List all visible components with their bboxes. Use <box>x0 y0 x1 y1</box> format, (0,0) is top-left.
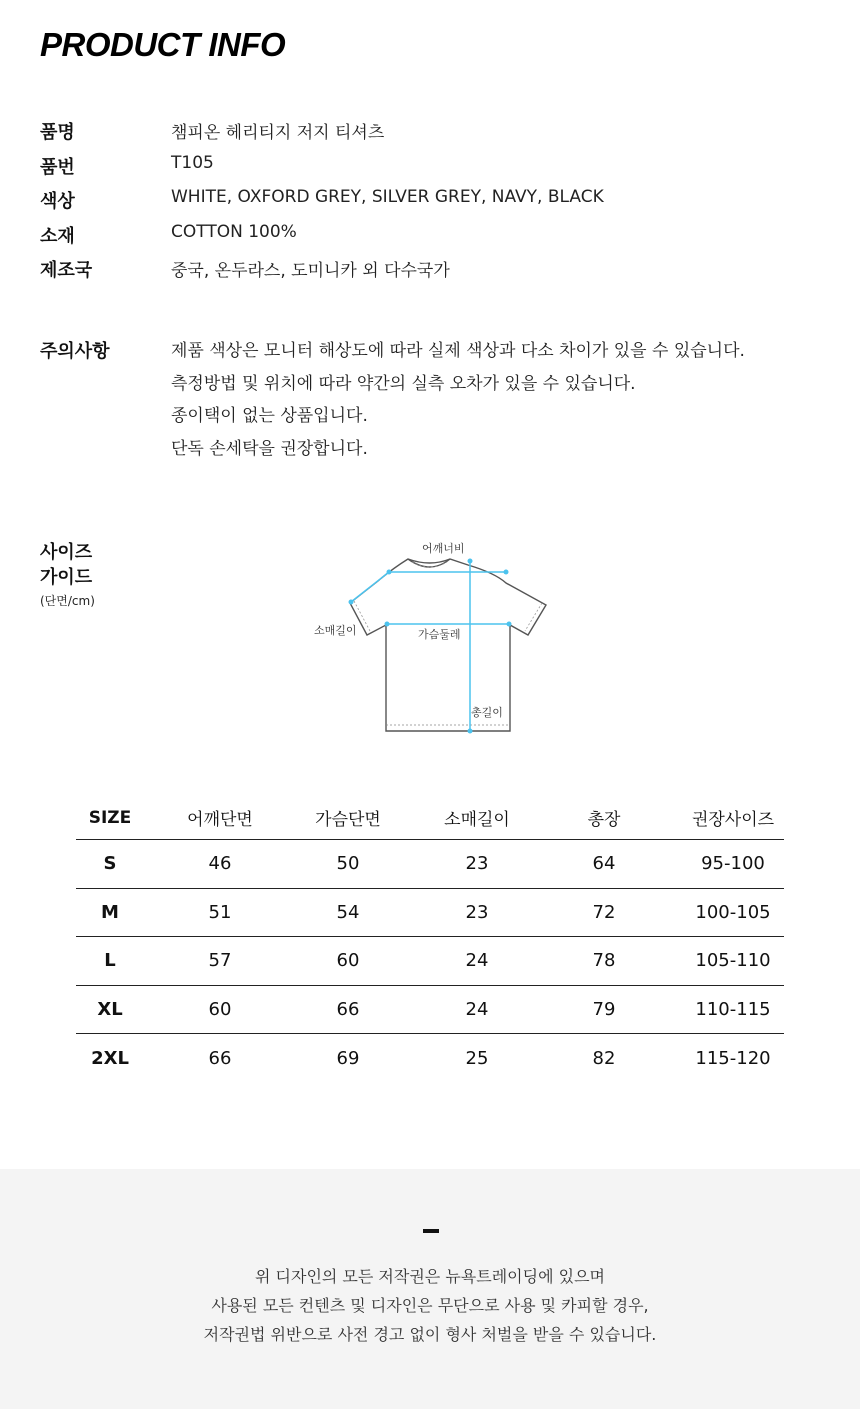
table-cell: 66 <box>336 998 360 1020</box>
tshirt-diagram-svg <box>300 535 560 740</box>
info-label: 색상 <box>40 191 75 212</box>
table-cell: 100-105 <box>695 901 771 923</box>
product-info-list <box>40 116 820 289</box>
notice-label: 주의사항 <box>40 341 110 362</box>
table-header-cell: SIZE <box>88 807 132 828</box>
table-cell: 115-120 <box>695 1047 771 1069</box>
table-header-cell: 가슴단면 <box>315 810 381 830</box>
notice-line: 측정방법 및 위치에 따라 약간의 실측 오차가 있을 수 있습니다. <box>171 373 636 394</box>
table-cell: 50 <box>336 853 360 875</box>
table-cell: 78 <box>592 950 616 972</box>
info-row-origin <box>40 254 820 289</box>
info-label: 제조국 <box>40 260 93 281</box>
table-header-row <box>76 796 784 840</box>
measure-point <box>385 622 390 627</box>
table-cell: 72 <box>592 901 616 923</box>
notice-line: 단독 손세탁을 권장합니다. <box>171 438 368 459</box>
measure-point <box>507 622 512 627</box>
notice-line: 제품 색상은 모니터 해상도에 따라 실제 색상과 다소 차이가 있을 수 있습니다. <box>171 341 745 361</box>
info-value: COTTON 100% <box>171 221 297 242</box>
table-header-cell: 총장 <box>587 810 621 830</box>
table-cell: 46 <box>208 853 232 875</box>
shoulder-label: 어깨너비 <box>422 542 465 555</box>
table-cell: 79 <box>592 998 616 1020</box>
table-cell: 60 <box>208 998 232 1020</box>
info-row-material <box>40 220 820 255</box>
page-title: PRODUCT INFO <box>40 26 286 63</box>
copyright-line: 사용된 모든 컨텐츠 및 디자인은 무단으로 사용 및 카피할 경우, <box>211 1296 649 1315</box>
table-cell: 23 <box>465 853 489 875</box>
table-header-cell: 권장사이즈 <box>691 810 775 830</box>
table-cell: 105-110 <box>695 950 771 972</box>
table-row <box>76 1034 784 1083</box>
info-value: T105 <box>171 152 214 173</box>
length-label: 총길이 <box>471 706 503 719</box>
table-cell: 69 <box>336 1047 360 1069</box>
tshirt-outline <box>350 559 546 731</box>
table-cell-size: M <box>101 901 119 923</box>
table-row <box>76 986 784 1035</box>
table-cell: 95-100 <box>701 853 765 875</box>
table-cell-size: XL <box>97 998 123 1020</box>
table-cell: 64 <box>592 853 616 875</box>
table-cell-size: S <box>103 853 117 875</box>
info-value: WHITE, OXFORD GREY, SILVER GREY, NAVY, BLACK <box>171 187 604 207</box>
table-cell: 51 <box>208 901 232 923</box>
table-cell: 24 <box>465 950 489 972</box>
notice-line: 종이택이 없는 상품입니다. <box>171 406 368 426</box>
copyright-line: 위 디자인의 모든 저작권은 뉴욕트레이딩에 있으며 <box>254 1267 605 1286</box>
tshirt-measure-diagram <box>300 535 560 740</box>
measure-point <box>504 570 509 575</box>
table-cell: 23 <box>465 901 489 923</box>
table-row <box>76 937 784 986</box>
table-cell: 110-115 <box>695 998 771 1020</box>
info-label: 소재 <box>40 225 75 247</box>
table-cell: 66 <box>208 1047 232 1069</box>
table-row <box>76 840 784 889</box>
notice-lines <box>171 336 811 466</box>
size-guide-label <box>40 540 95 609</box>
table-header-cell: 어깨단면 <box>187 810 253 830</box>
measure-point <box>468 729 473 734</box>
table-cell-size: 2XL <box>91 1047 129 1069</box>
table-cell: 57 <box>208 950 232 972</box>
table-row <box>76 889 784 938</box>
sleeve-label: 소매길이 <box>314 624 357 637</box>
info-label: 품번 <box>40 156 75 178</box>
divider-dash <box>423 1229 439 1233</box>
table-cell: 25 <box>465 1047 489 1069</box>
info-row-color <box>40 185 820 220</box>
table-cell: 82 <box>592 1047 616 1069</box>
copyright-text <box>0 1262 860 1349</box>
info-row-name <box>40 116 820 151</box>
table-cell: 60 <box>336 950 360 972</box>
size-guide-unit: (단면/cm) <box>40 594 95 608</box>
copyright-line: 저작권법 위반으로 사전 경고 없이 형사 처벌을 받을 수 있습니다. <box>203 1325 657 1344</box>
info-row-code <box>40 151 820 186</box>
measure-point <box>468 559 473 564</box>
measure-point <box>349 600 354 605</box>
copyright-footer <box>0 1169 860 1409</box>
table-cell: 54 <box>336 901 360 923</box>
size-table <box>76 796 784 1083</box>
chest-label: 가슴둘레 <box>418 628 461 641</box>
table-header-cell: 소매길이 <box>444 810 510 830</box>
size-guide-title-line2: 가이드 <box>40 567 93 588</box>
info-value: 챔피온 헤리티지 저지 티셔츠 <box>171 123 385 143</box>
table-cell-size: L <box>104 950 116 972</box>
info-label: 품명 <box>40 122 75 143</box>
info-value: 중국, 온두라스, 도미니카 외 다수국가 <box>171 261 450 281</box>
table-cell: 24 <box>465 998 489 1020</box>
size-guide-title-line1: 사이즈 <box>40 542 93 563</box>
